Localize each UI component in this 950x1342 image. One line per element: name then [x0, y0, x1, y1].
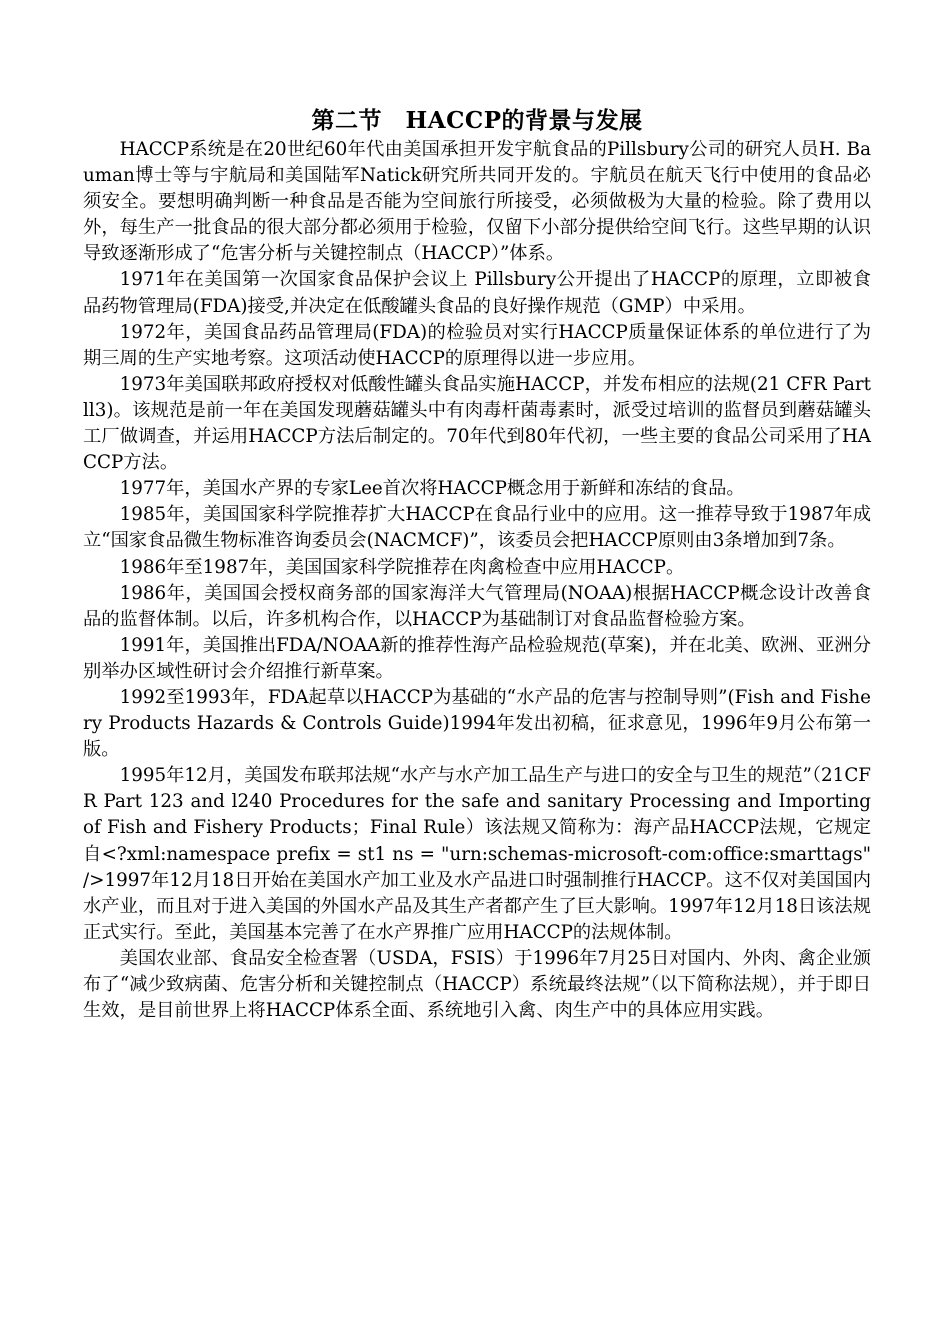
section-title: 第二节 HACCP的背景与发展: [311, 107, 643, 134]
paragraph-usda: 美国农业部、食品安全检查署（USDA，FSIS）于1996年7月25日对国内、外肉、禽企业颁布了“减少致病菌、危害分析和关键控制点（HACCP）系统最终法规”（以下简称法规），并于即日生效，是目前世界上将HACCP体系全面、系统地引入禽、肉生产中的具体应用实践。: [83, 947, 871, 1022]
paragraph-1985: 1985年，美国国家科学院推荐扩大HACCP在食品行业中的应用。这一推荐导致于1987年成立“国家食品微生物标准咨询委员会(NACMCF)”，该委员会把HACCP原则由3条增加到7条。: [83, 504, 871, 552]
paragraph-1977: 1977年，美国水产界的专家Lee首次将HACCP概念用于新鲜和冻结的食品。: [119, 478, 745, 500]
paragraph-origin: HACCP系统是在20世纪60年代由美国承担开发宇航食品的Pillsbury公司的研究人员H. Bauman博士等与宇航局和美国陆军Natick研究所共同开发的。宇航员在航天飞行中使用的食品必须安全。要想明确判断一种食品是否能为空间旅行所接受，必须做极为大量的检验。除了费用以外，每生产一批食品的很大部分都必须用于检验，仅留下小部分提供给空间飞行。这些早期的认识导致逐渐形成了“危害分析与关键控制点（HACCP）”体系。: [83, 139, 871, 265]
paragraph-1986-1987: 1986年至1987年，美国国家科学院推荐在肉禽检查中应用HACCP。: [119, 556, 685, 578]
document-page: [83, 104, 871, 1024]
paragraph-1995: 1995年12月，美国发布联邦法规“水产与水产加工品生产与进口的安全与卫生的规范”（21CFR Part 123 and l240 Procedures for the safe and sanitary Processing and Importing of Fish and Fishery Products；Final Rule）该法规又简称为：海产品HACCP法规，它规定自<?xml:namespace prefix = st1 ns = "urn:schemas-microsoft-com:office:smarttags" />1997年12月18日开始在美国水产加工业及水产品进口时强制推行HACCP。这不仅对美国国内水产业，而且对于进入美国的外国水产品及其生产者都产生了巨大影响。1997年12月18日该法规正式实行。至此，美国基本完善了在水产界推广应用HACCP的法规体制。: [83, 765, 871, 943]
paragraph-1992: 1992至1993年，FDA起草以HACCP为基础的“水产品的危害与控制导则”(Fish and Fishery Products Hazards & Controls Guide)1994年发出初稿，征求意见，1996年9月公布第一版。: [83, 686, 871, 761]
paragraph-1991: 1991年，美国推出FDA/NOAA新的推荐性海产品检验规范(草案)，并在北美、欧洲、亚洲分别举办区域性研讨会介绍推行新草案。: [83, 634, 871, 682]
paragraph-1971: 1971年在美国第一次国家食品保护会议上 Pillsbury公开提出了HACCP的原理，立即被食品药物管理局(FDA)接受,并决定在低酸罐头食品的良好操作规范（GMP）中采用。: [83, 269, 871, 317]
paragraph-1973: 1973年美国联邦政府授权对低酸性罐头食品实施HACCP，并发布相应的法规(21 CFR Part ll3)。该规范是前一年在美国发现蘑菇罐头中有肉毒杆菌毒素时，派受过培训的监督员到蘑菇罐头工厂做调查，并运用HACCP方法后制定的。70年代到80年代初，一些主要的食品公司采用了HACCP方法。: [83, 373, 871, 474]
paragraph-1986: 1986年，美国国会授权商务部的国家海洋大气管理局(NOAA)根据HACCP概念设计改善食品的监督体制。以后，许多机构合作，以HACCP为基础制订对食品监督检验方案。: [83, 582, 871, 630]
paragraph-1972: 1972年，美国食品药品管理局(FDA)的检验员对实行HACCP质量保证体系的单位进行了为期三周的生产实地考察。这项活动使HACCP的原理得以进一步应用。: [83, 321, 871, 369]
